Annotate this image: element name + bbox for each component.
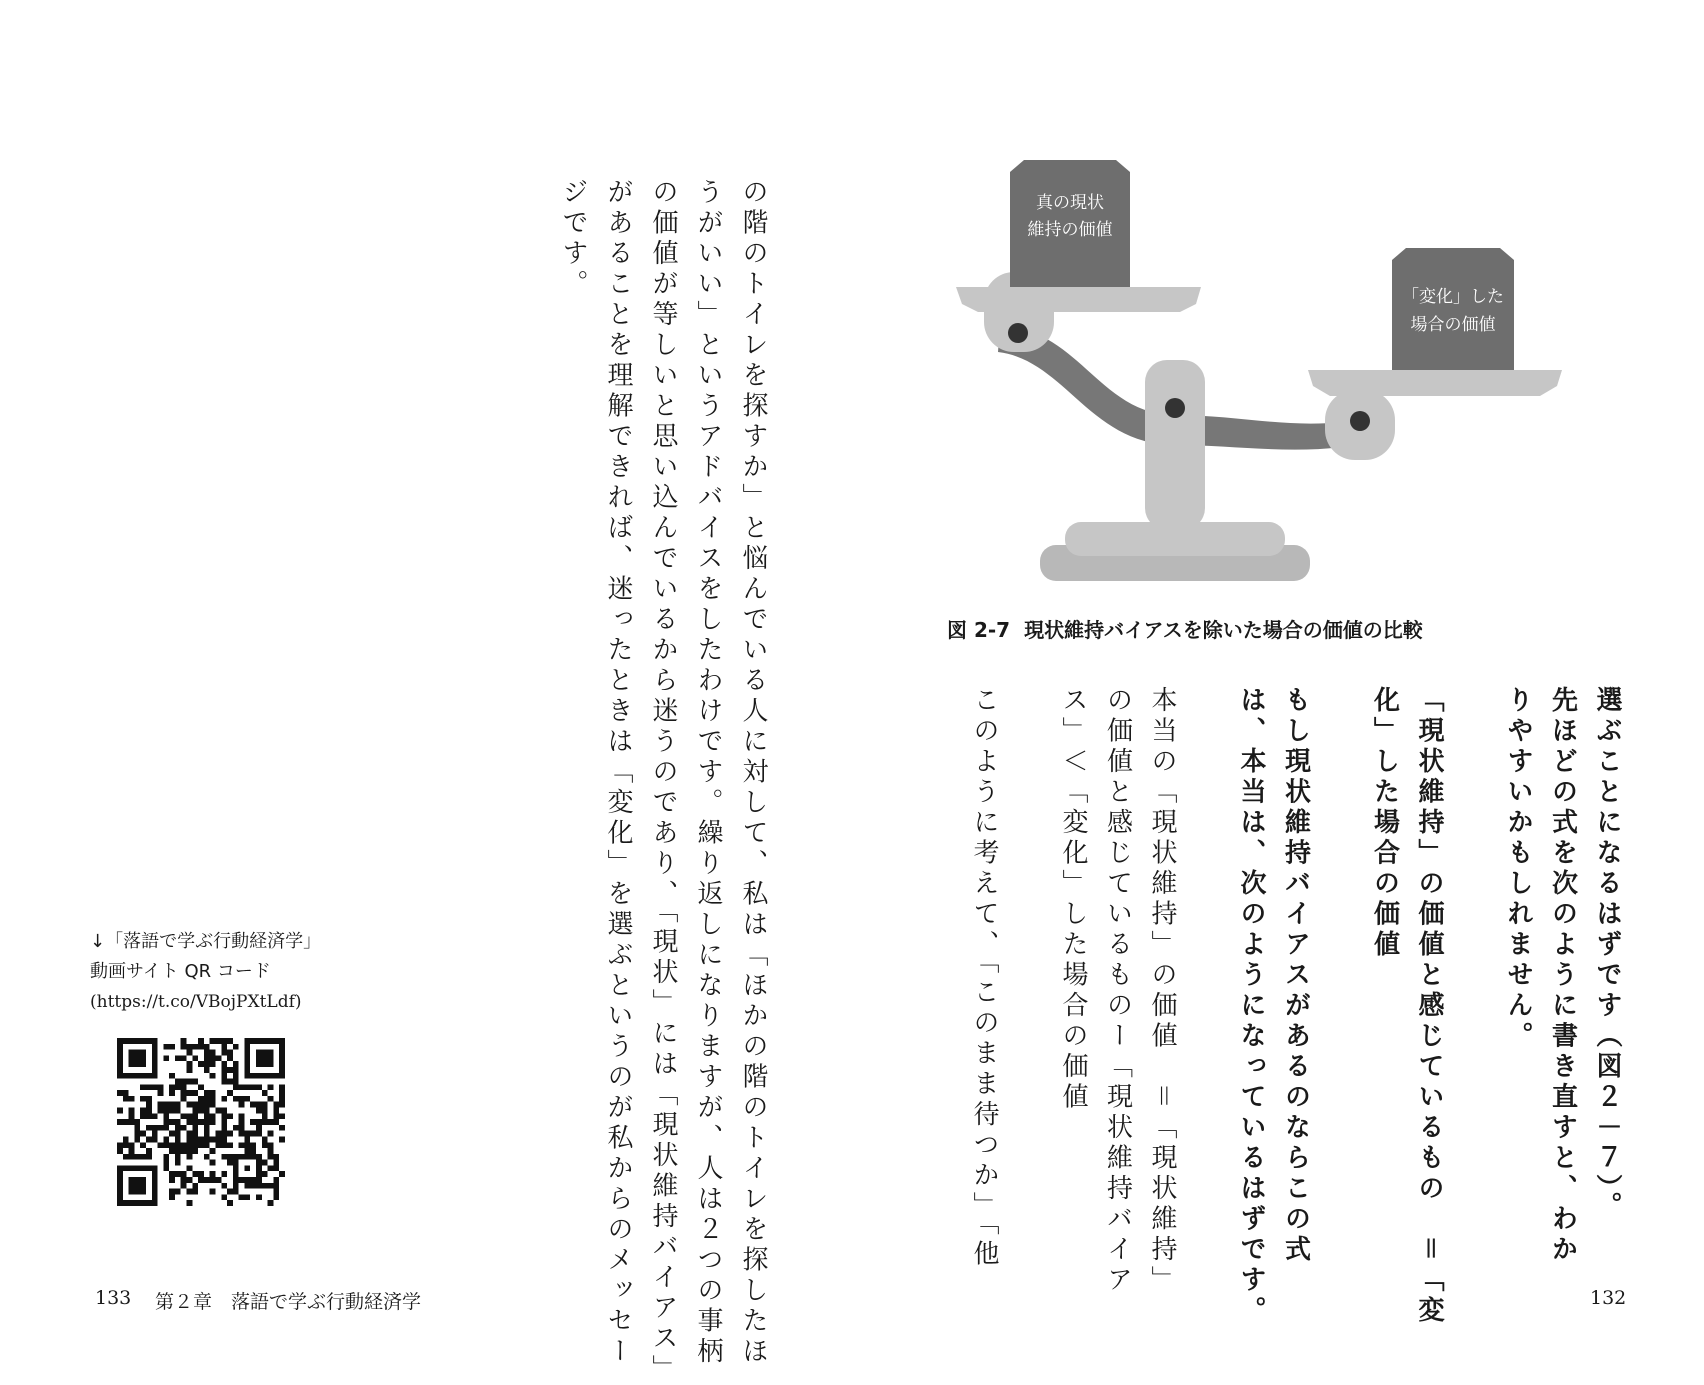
right-weight-label-line2: 場合の価値 (1410, 315, 1496, 335)
running-header: 第２章 落語で学ぶ行動経済学 (155, 1291, 422, 1313)
right-pan-pivot (1350, 411, 1370, 431)
body-column: の価値が等しいと思い込んでいるから迷うのであり、「現状」には「現状維持バイアス」 (648, 178, 678, 1385)
body-column: りやすいかもしれません。 (1503, 686, 1533, 1052)
body-column: ス」＜「変化」した場合の価値 (1058, 686, 1088, 1113)
qr-code[interactable] (117, 1038, 285, 1206)
left-pan-pivot (1008, 323, 1028, 343)
qr-caption (90, 927, 321, 1017)
right-weight-label-line1: 「変化」した (1402, 287, 1504, 307)
left-pan (956, 287, 1201, 312)
body-column: ジです。 (558, 178, 588, 300)
figure-caption (947, 614, 1423, 643)
left-weight-label-line1: 真の現状 (1036, 193, 1104, 213)
body-column: 化」した場合の価値 (1369, 686, 1400, 961)
qr-url[interactable]: (https://t.co/VBojPXtLdf) (90, 992, 302, 1012)
qr-caption-title: ↓「落語で学ぶ行動経済学」 (90, 931, 322, 952)
qr-caption-subtitle: 動画サイト QR コード (90, 961, 271, 982)
right-pan (1308, 370, 1562, 396)
right-page (852, 0, 1704, 1350)
figure-number: 図 2-7 (947, 618, 1011, 642)
body-column: もし現状維持バイアスがあるのならこの式 (1280, 686, 1311, 1266)
pivot-center (1165, 398, 1185, 418)
body-column: の階のトイレを探すか」と悩んでいる人に対して、私は「ほかの階のトイレを探したほ (738, 178, 768, 1368)
balance-scale-figure (970, 160, 1504, 600)
body-column: 選ぶことになるはずです（図２－７）。 (1592, 686, 1622, 1222)
page-number: 132 (1590, 1287, 1627, 1309)
right-weight (1392, 248, 1514, 370)
page-number: 133 (95, 1287, 132, 1309)
body-column: は、本当は、次のようになっているはずです。 (1236, 686, 1266, 1327)
body-column: 「現状維持」の価値と感じているもの ＝「変 (1414, 686, 1444, 1327)
body-column: の価値と感じているものー「現状維持バイア (1102, 686, 1133, 1296)
body-column: があることを理解できれば、迷ったときは「変化」を選ぶというのが私からのメッセー (603, 178, 633, 1368)
scale-post (1145, 360, 1205, 530)
body-column: 先ほどの式を次のように書き直すと、わか (1547, 686, 1578, 1266)
figure-caption-text: 現状維持バイアスを除いた場合の価値の比較 (1024, 618, 1423, 642)
body-column: 本当の「現状維持」の価値 ＝「現状維持」 (1147, 686, 1177, 1296)
body-column: うがいい」というアドバイスをしたわけです。繰り返しになりますが、人は２つの事柄 (693, 178, 723, 1368)
body-column: このように考えて、「このまま待つか」「他 (969, 686, 999, 1270)
left-weight-label-line2: 維持の価値 (1027, 220, 1113, 240)
